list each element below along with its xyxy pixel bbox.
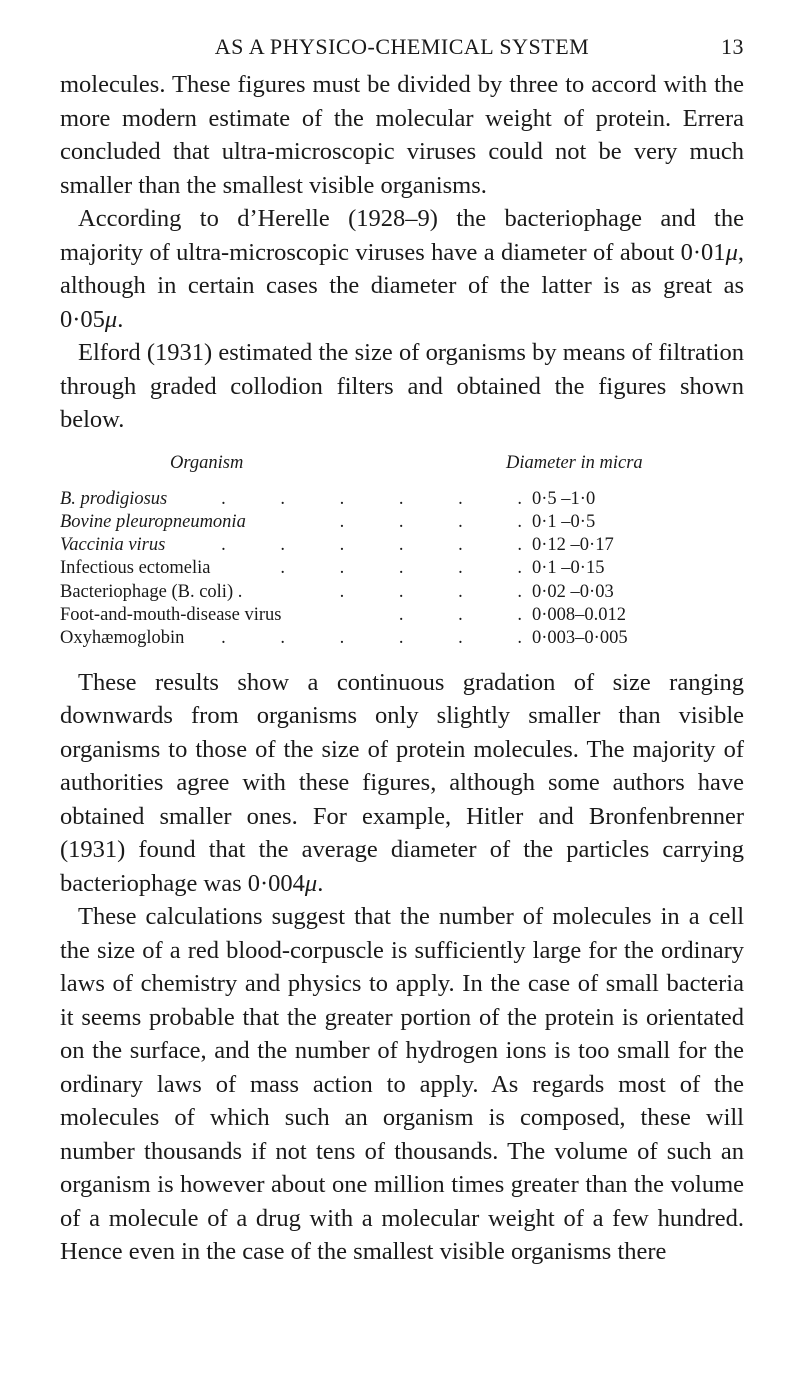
paragraph-text: These results show a continuous gradation of size ranging downwards from organisms only slightly smaller than visible organisms to those of the size of protein molecules. The majority of authorities agree with these figures, although some authors have obtained smaller ones. For example, Hitler and Bronfenbrenner (1931) found that the average diameter of the particles carrying bacteriophage was 0·004 xyxy=(60,668,744,897)
table-row xyxy=(60,558,744,581)
symbol-mu: μ xyxy=(725,238,738,266)
organism-name: Oxyhæmoglobin xyxy=(60,628,185,649)
paragraph-text: molecules. These figures must be divided by three to accord with the more modern estimate of the molecular weight of protein. Errera concluded that ultra-microscopic viruses could not be very much smaller than the smallest visible organisms. xyxy=(60,71,744,199)
dot-leader: . . . . xyxy=(339,581,547,602)
symbol-mu: μ xyxy=(104,305,118,333)
diameter-value: 0·1 –0·15 xyxy=(532,558,605,579)
organism-name: Bacteriophage (B. coli) . xyxy=(60,581,243,602)
diameter-value: 0·12 –0·17 xyxy=(532,535,614,556)
paragraph-text: According to d’Herelle (1928–9) the bacteriophage and the majority of ultra-microscopic viruses have a diameter of about 0·01 xyxy=(60,205,744,266)
paragraph-text: , although in certain cases the diameter of the latter is as great as 0·05 xyxy=(60,238,744,333)
paragraph xyxy=(60,900,744,1269)
dot-leader: . . . . . . xyxy=(221,535,547,556)
paragraph xyxy=(60,336,744,437)
organism-name: B. prodigiosus xyxy=(60,488,168,509)
running-head xyxy=(60,34,744,68)
header-organism: Organism xyxy=(170,452,244,473)
table-body xyxy=(60,489,744,652)
table-row xyxy=(60,605,744,628)
dot-leader: . . . . . . xyxy=(221,488,547,509)
body-text-before-table xyxy=(60,68,744,437)
book-page xyxy=(60,34,744,1269)
paragraph-text: . xyxy=(317,869,324,897)
diameter-value: 0·003–0·005 xyxy=(532,628,628,649)
body-text-after-table xyxy=(60,666,744,1269)
organism-name: Infectious ectomelia xyxy=(60,558,211,579)
dot-leader: . . . . . xyxy=(280,558,547,579)
diameter-value: 0·1 –0·5 xyxy=(532,511,596,532)
paragraph xyxy=(60,666,744,901)
diameter-value: 0·008–0.012 xyxy=(532,604,627,625)
organism-name: Foot-and-mouth-disease virus xyxy=(60,604,282,625)
table-row xyxy=(60,512,744,535)
organism-name: Bovine pleuropneumonia xyxy=(60,511,246,532)
table-row xyxy=(60,535,744,558)
diameter-value: 0·02 –0·03 xyxy=(532,581,614,602)
table-row xyxy=(60,628,744,651)
paragraph-text: These calculations suggest that the number of molecules in a cell the size of a red blood-corpuscle is sufficiently large for the ordinary laws of chemistry and physics to apply. In the case of small bacteria it seems probable that the greater portion of the protein is orientated on the surface, and the number of hydrogen ions is too small for the ordinary laws of mass action to apply. As regards most of the molecules of which such an organism is composed, these will number thousands if not tens of thousands. The volume of such an organism is however about one million times greater than the volume of a molecule of a drug with a molecular weight of a few hundred. Hence even in the case of the smallest visible organisms there xyxy=(60,903,744,1266)
diameter-value: 0·5 –1·0 xyxy=(532,488,596,509)
dot-leader: . . . xyxy=(398,604,547,625)
dot-leader: . . . . xyxy=(339,511,547,532)
paragraph-text: . xyxy=(117,305,124,333)
page-number: 13 xyxy=(721,34,744,59)
paragraph xyxy=(60,68,744,202)
symbol-mu: μ xyxy=(304,869,318,897)
paragraph-text: Elford (1931) estimated the size of organisms by means of filtration through graded collodion filters and obtained the figures shown below. xyxy=(60,339,744,433)
dot-leader: . . . . . . xyxy=(221,628,547,649)
running-head-title: AS A PHYSICO-CHEMICAL SYSTEM xyxy=(214,34,590,59)
header-diameter: Diameter in micra xyxy=(506,452,643,473)
organism-name: Vaccinia virus xyxy=(60,535,166,556)
table-row xyxy=(60,489,744,512)
table-header xyxy=(60,453,744,489)
table-row xyxy=(60,582,744,605)
paragraph xyxy=(60,202,744,336)
organism-size-table xyxy=(60,453,744,652)
